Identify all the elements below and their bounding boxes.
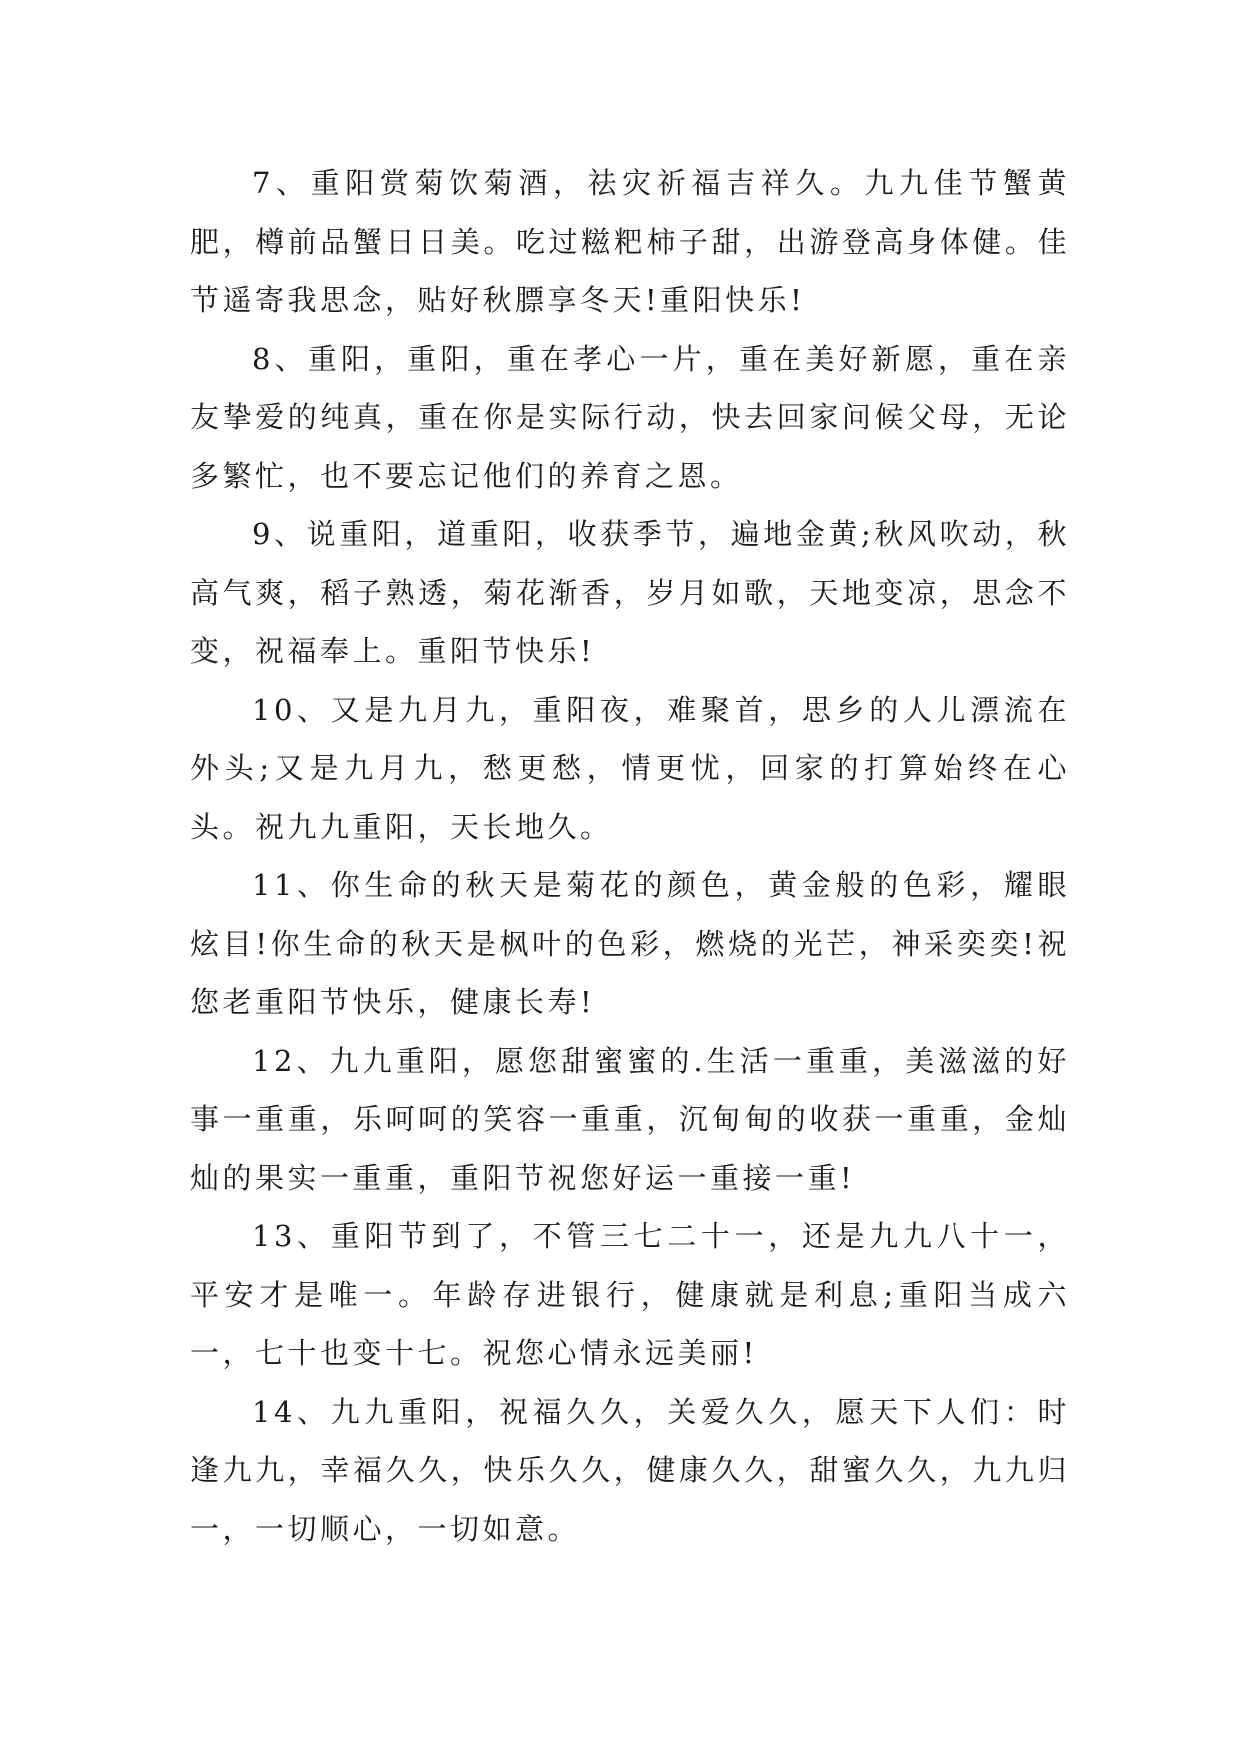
paragraph-12: 12、九九重阳，愿您甜蜜蜜的.生活一重重，美滋滋的好事一重重，乐呵呵的笑容一重重，沉甸甸的收获一重重，金灿灿的果实一重重，重阳节祝您好运一重接一重! bbox=[190, 1043, 1070, 1195]
document-body bbox=[190, 154, 1070, 1558]
paragraph-8: 8、重阳，重阳，重在孝心一片，重在美好新愿，重在亲友挚爱的纯真，重在你是实际行动，快去回家问候父母，无论多繁忙，也不要忘记他们的养育之恩。 bbox=[190, 341, 1070, 493]
paragraph-9: 9、说重阳，道重阳，收获季节，遍地金黄;秋风吹动，秋高气爽，稻子熟透，菊花渐香，岁月如歌，天地变凉，思念不变，祝福奉上。重阳节快乐! bbox=[190, 517, 1070, 668]
paragraph-14: 14、九九重阳，祝福久久，关爱久久，愿天下人们：时逢九九，幸福久久，快乐久久，健康久久，甜蜜久久，九九归一，一切顺心，一切如意。 bbox=[190, 1394, 1070, 1546]
paragraph-7: 7、重阳赏菊饮菊酒，祛灾祈福吉祥久。九九佳节蟹黄肥，樽前品蟹日日美。吃过糍粑柿子甜，出游登高身体健。佳节遥寄我思念，贴好秋膘享冬天!重阳快乐! bbox=[190, 166, 1070, 317]
paragraph-13: 13、重阳节到了，不管三七二十一，还是九九八十一，平安才是唯一。年龄存进银行，健康就是利息;重阳当成六一，七十也变十七。祝您心情永远美丽! bbox=[190, 1219, 1070, 1370]
paragraph-11: 11、你生命的秋天是菊花的颜色，黄金般的色彩，耀眼炫目!你生命的秋天是枫叶的色彩，燃烧的光芒，神采奕奕!祝您老重阳节快乐，健康长寿! bbox=[190, 868, 1070, 1019]
paragraph-10: 10、又是九月九，重阳夜，难聚首，思乡的人儿漂流在外头;又是九月九，愁更愁，情更忧，回家的打算始终在心头。祝九九重阳，天长地久。 bbox=[190, 692, 1070, 844]
